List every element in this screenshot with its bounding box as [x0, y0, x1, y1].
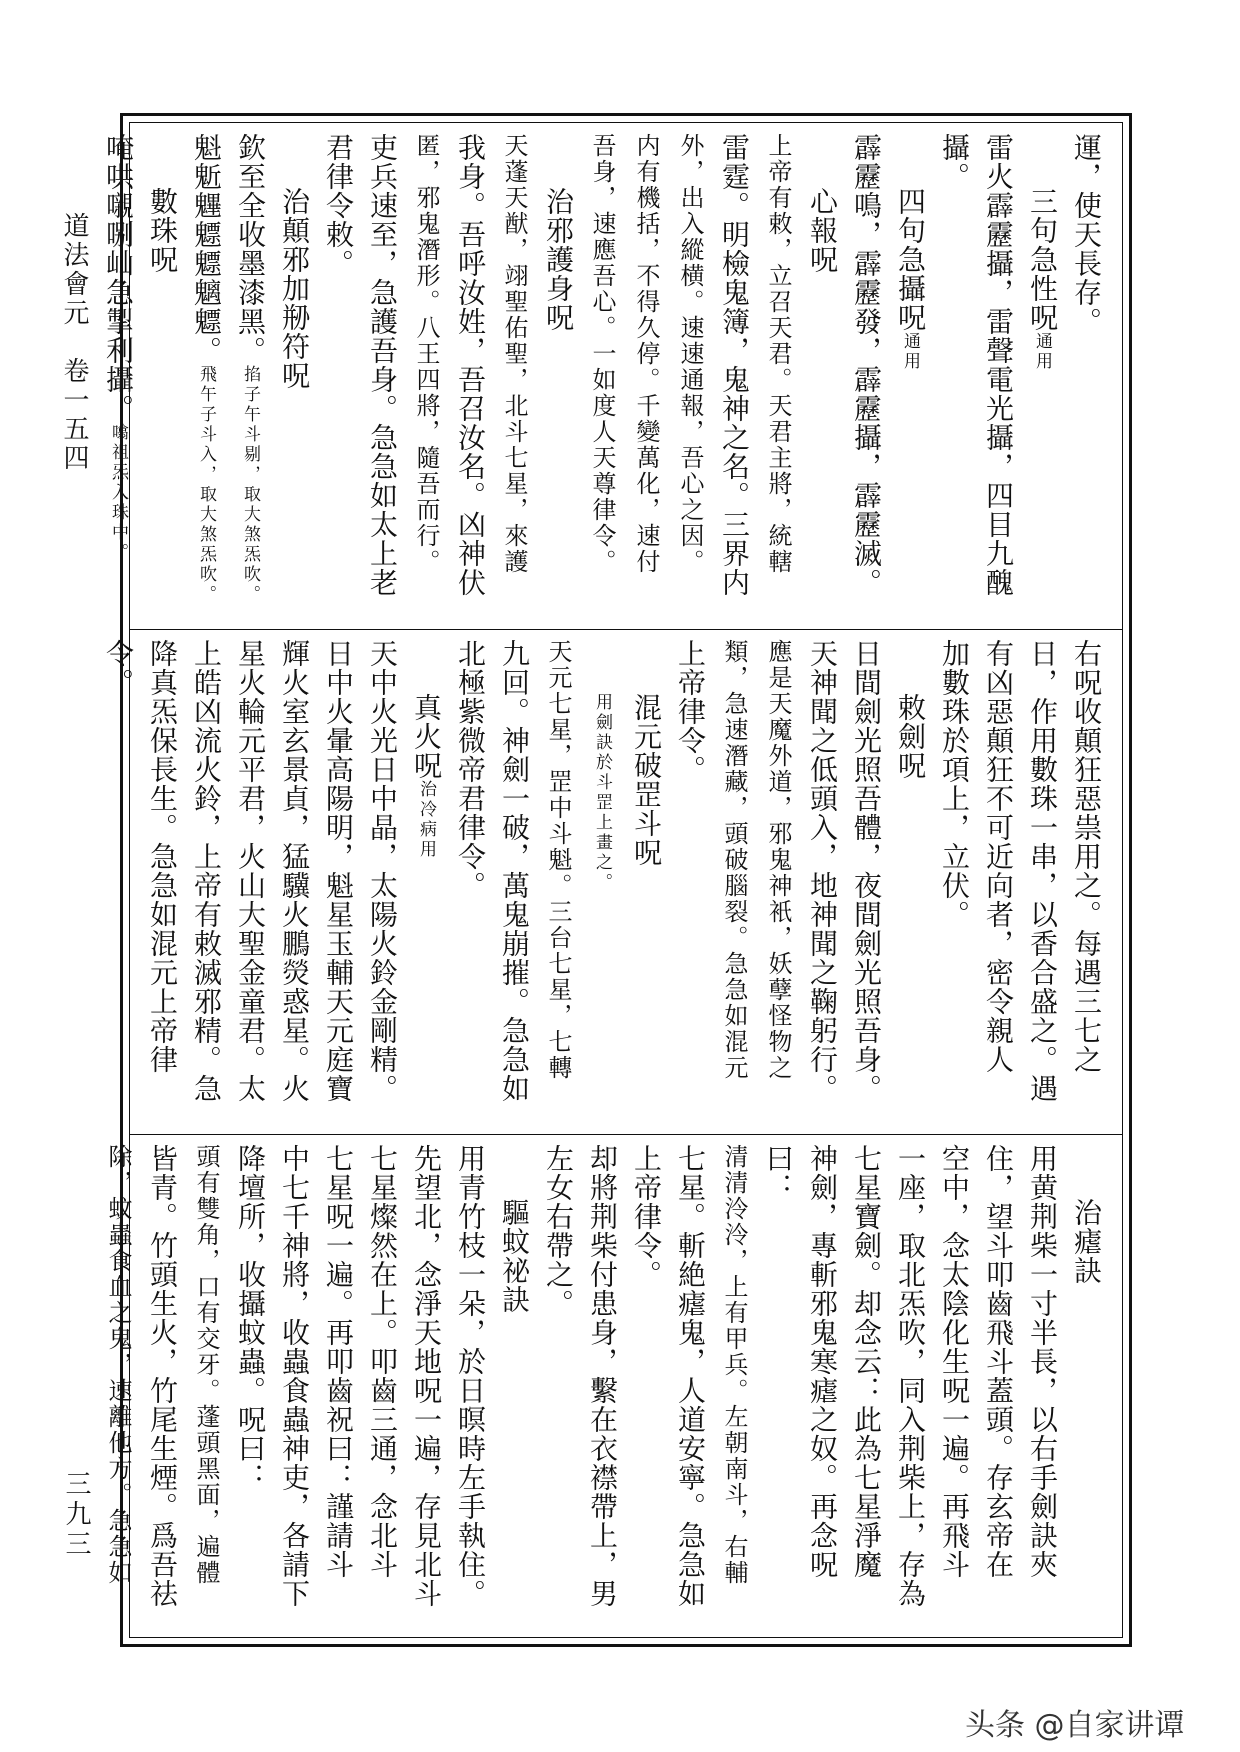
column-text: 左女右帶之。	[542, 1144, 575, 1318]
interlinear-note: 噏祖炁入珠中。	[108, 423, 128, 563]
text-column	[448, 133, 492, 623]
text-column	[888, 639, 932, 1127]
column-text: 霹靂鳴，霹靂發，霹靂攝，霹靂滅。	[850, 133, 883, 597]
text-column	[756, 133, 800, 623]
text-column	[492, 133, 536, 623]
text-column	[624, 1144, 668, 1634]
column-text: 日，作用數珠一串，以香合盛之。遇	[1026, 639, 1059, 1103]
text-column	[228, 1144, 272, 1634]
column-text: 皆青。竹頭生火，竹尾生煙。爲吾祛	[146, 1144, 179, 1608]
text-column	[272, 1144, 316, 1634]
column-text: 降真炁保長生。急急如混元上帝律	[146, 639, 179, 1074]
column-text: 七星呪一遍。再叩齒祝曰：謹請斗	[322, 1144, 355, 1579]
text-column	[228, 639, 272, 1127]
text-column	[272, 133, 316, 623]
interlinear-note: 掐子午斗剔，取大煞炁吹。	[240, 365, 260, 605]
interlinear-note: 治冷病用	[416, 780, 436, 860]
text-column	[712, 1144, 756, 1634]
column-text: 敕劍呪	[894, 693, 927, 780]
column-text: 星火輪元平君，火山大聖金童君。太	[234, 639, 267, 1103]
text-column	[888, 1144, 932, 1634]
column-text: 心報呪	[806, 187, 839, 274]
text-column	[140, 1144, 184, 1634]
column-text: 先望北，念淨天地呪一遍，存見北斗	[410, 1144, 443, 1608]
text-column	[756, 1144, 800, 1634]
column-text: 加數珠於項上，立伏。	[938, 639, 971, 929]
column-text: 七星燦然在上。叩齒三通，念北斗	[366, 1144, 399, 1579]
text-column	[932, 1144, 976, 1634]
column-text: 欽至全收墨漆黑。	[234, 133, 267, 365]
text-column	[492, 639, 536, 1127]
column-text: 住，望斗叩齒飛斗蓋頭。存玄帝在	[982, 1144, 1015, 1579]
watermark: 头条 @自家讲谭	[965, 1708, 1185, 1743]
column-text: 右呪收顛狂惡祟用之。每遇三七之	[1070, 639, 1103, 1074]
column-text: 中七千神將，收蟲食蟲神吏，各請下	[278, 1144, 311, 1608]
column-text: 匿，邪鬼潛形。八王四將，隨吾而行。	[412, 133, 440, 575]
interlinear-note: 用劍訣於斗罡上畫之。	[592, 693, 612, 893]
column-text: 日間劍光照吾體，夜間劍光照吾身。	[850, 639, 883, 1103]
text-column	[976, 133, 1020, 623]
column-text: 頭有雙角，口有交牙。蓬頭黑面，遍體	[192, 1144, 220, 1586]
text-column	[712, 133, 756, 623]
text-column	[404, 1144, 448, 1634]
column-text: 天元七星，罡中斗魁。三台七星，七轉	[544, 639, 572, 1081]
text-column	[580, 639, 624, 1127]
column-text: 北極紫微帝君律令。	[454, 639, 487, 900]
column-text: 唵哄嚫哵屾急掣利攝。	[102, 133, 135, 423]
column-text: 運，使天長存。	[1070, 133, 1103, 336]
text-column	[580, 1144, 624, 1634]
column-text: 治瘧訣	[1070, 1198, 1103, 1285]
text-column	[140, 639, 184, 1127]
column-text: 治顛邪加剙符呪	[278, 187, 311, 390]
text-column	[536, 1144, 580, 1634]
column-text: 天中火光日中晶，太陽火鈴金剛精。	[366, 639, 399, 1103]
text-column	[844, 639, 888, 1127]
band-divider	[130, 1134, 1122, 1135]
text-column	[800, 133, 844, 623]
text-column	[580, 133, 624, 623]
text-column	[448, 639, 492, 1127]
column-text: 類，急速潛藏，頭破腦裂。急急如混元	[720, 639, 748, 1081]
interlinear-note: 通用	[1032, 332, 1052, 372]
text-column	[96, 133, 140, 623]
column-text: 空中，念太陰化生呪一遍。再飛斗	[938, 1144, 971, 1579]
running-header: 道法會元 卷一五四	[59, 212, 89, 473]
text-column	[272, 639, 316, 1127]
column-text: 九回。神劍一破，萬鬼崩摧。急急如	[498, 639, 531, 1103]
text-column	[800, 639, 844, 1127]
text-column	[888, 133, 932, 623]
text-column	[624, 639, 668, 1127]
column-text: 上皓凶流火鈴，上帝有敕滅邪精。急	[190, 639, 223, 1103]
column-text: 驅蚊祕訣	[498, 1198, 531, 1314]
text-column	[96, 639, 140, 1127]
text-column	[1064, 133, 1108, 623]
column-text: 真火呪	[410, 693, 443, 780]
page-number: 三九三	[61, 1470, 91, 1560]
text-column	[1020, 639, 1064, 1127]
column-text: 我身。吾呼汝姓，吾召汝名。凶神伏	[454, 133, 487, 597]
text-column	[360, 1144, 404, 1634]
text-column	[316, 1144, 360, 1634]
column-text: 上帝律令。	[674, 639, 707, 784]
text-column	[404, 133, 448, 623]
text-column	[360, 133, 404, 623]
column-text: 三句急性呪	[1026, 187, 1059, 332]
column-text: 吾身，速應吾心。一如度人天尊律令。	[588, 133, 616, 575]
column-text: 雷霆。明檢鬼簿，鬼神之名。三界内	[718, 133, 751, 597]
column-text: 上帝律令。	[630, 1144, 663, 1289]
column-text: 内有機括，不得久停。千變萬化，速付	[632, 133, 660, 575]
text-column	[844, 1144, 888, 1634]
column-text: 輝火室玄景貞，猛驥火鵬熒惑星。火	[278, 639, 311, 1103]
column-text: 四句急攝呪	[894, 187, 927, 332]
band-divider	[130, 629, 1122, 630]
column-text: 天神聞之低頭入，地神聞之鞠躬行。	[806, 639, 839, 1103]
text-band-bottom	[104, 1144, 1108, 1634]
text-column	[1020, 133, 1064, 623]
text-column	[360, 639, 404, 1127]
text-column	[140, 133, 184, 623]
column-text: 曰：	[762, 1144, 795, 1202]
column-text: 神劍，專斬邪鬼寒瘧之奴。再念呪	[806, 1144, 839, 1579]
text-column	[184, 639, 228, 1127]
column-text: 數珠呪	[146, 187, 179, 274]
column-text: 有凶惡顛狂不可近向者，密令親人	[982, 639, 1015, 1074]
column-text: 吏兵速至，急護吾身。急急如太上老	[366, 133, 399, 597]
text-column	[536, 133, 580, 623]
column-text: 攝。	[938, 133, 971, 191]
text-column	[1020, 1144, 1064, 1634]
column-text: 天蓬天猷，翊聖佑聖，北斗七星，來護	[500, 133, 528, 575]
column-text: 上帝有敕，立召天君。天君主將，統轄	[764, 133, 792, 575]
column-text: 七星寶劍。却念云：此為七星淨魔	[850, 1144, 883, 1579]
column-text: 用青竹枝一朵，於日暝時左手執住。	[454, 1144, 487, 1608]
column-text: 君律令敕。	[322, 133, 355, 278]
interlinear-note: 飛午子斗入，取大煞炁吹。	[196, 365, 216, 605]
page-frame	[102, 113, 1132, 1647]
interlinear-note: 通用	[900, 332, 920, 372]
text-column	[184, 133, 228, 623]
text-column	[668, 1144, 712, 1634]
text-column	[800, 1144, 844, 1634]
column-text: 外，出入縱横。速速通報，吾心之因。	[676, 133, 704, 575]
text-column	[1064, 1144, 1108, 1634]
text-column	[932, 133, 976, 623]
text-column	[1064, 639, 1108, 1127]
text-column	[756, 639, 800, 1127]
column-text: 一座，取北炁吹，同入荆柴上，存為	[894, 1144, 927, 1608]
column-text: 用黄荆柴一寸半長，以右手劍訣夾	[1026, 1144, 1059, 1579]
column-text: 雷火霹靂攝，雷聲電光攝，四目九醜	[982, 133, 1015, 597]
text-column	[712, 639, 756, 1127]
text-column	[96, 1144, 140, 1634]
column-text: 應是天魔外道，邪鬼神衹，妖孽怪物之	[764, 639, 792, 1081]
column-text: 令。	[102, 639, 135, 697]
column-text: 清清泠泠，上有甲兵。左朝南斗，右輔	[720, 1144, 748, 1586]
text-column	[844, 133, 888, 623]
text-column	[668, 133, 712, 623]
column-text: 治邪護身呪	[542, 187, 575, 332]
text-band-middle	[102, 639, 1108, 1127]
text-column	[932, 639, 976, 1127]
column-text: 混元破罡斗呪	[630, 693, 663, 867]
column-text: 除，蚊蟲食血之鬼，速離他方。急急如	[104, 1144, 132, 1586]
column-text: 降壇所，收攝蚊蟲。呪曰：	[234, 1144, 267, 1492]
text-column	[492, 1144, 536, 1634]
text-column	[228, 133, 272, 623]
text-column	[668, 639, 712, 1127]
text-column	[976, 639, 1020, 1127]
text-frame	[102, 122, 1123, 1638]
text-column	[316, 639, 360, 1127]
column-text: 却將荆柴付患身，繫在衣襟帶上，男	[586, 1144, 619, 1608]
text-column	[184, 1144, 228, 1634]
text-column	[976, 1144, 1020, 1634]
text-column	[404, 639, 448, 1127]
column-text: 魁鬿魓魒魒魑魒。	[190, 133, 223, 365]
column-text: 七星。斬絶瘧鬼，人道安寧。急急如	[674, 1144, 707, 1608]
text-column	[316, 133, 360, 623]
text-column	[536, 639, 580, 1127]
text-column	[448, 1144, 492, 1634]
text-column	[624, 133, 668, 623]
text-band-top	[102, 133, 1108, 623]
column-text: 日中火暈高陽明，魁星玉輔天元庭寶	[322, 639, 355, 1103]
